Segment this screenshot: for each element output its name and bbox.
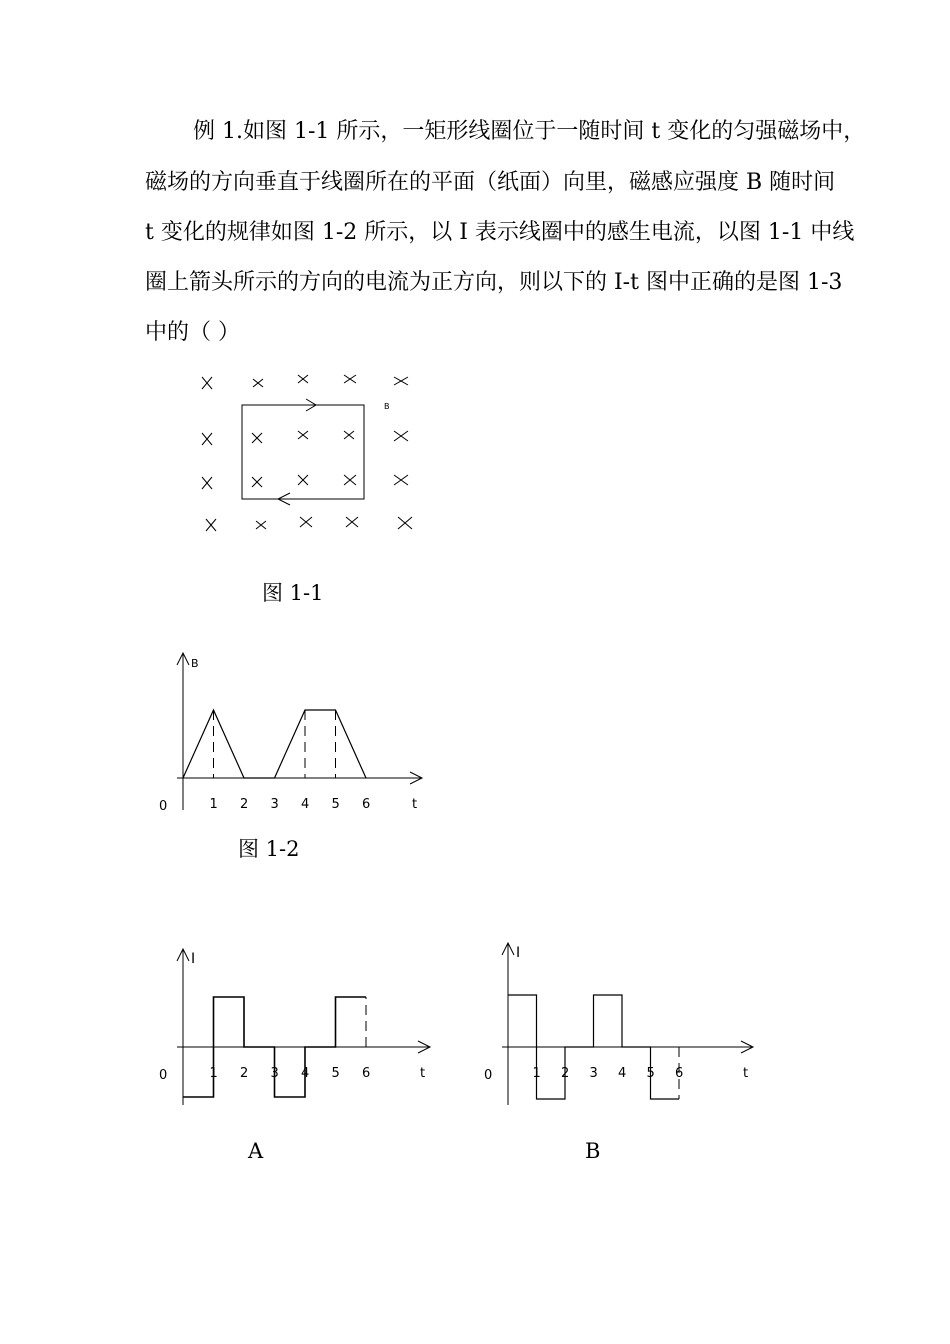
question-line-5: 中的（ ）	[145, 320, 240, 345]
question-line-1: 例 1.如图 1-1 所示，一矩形线圈位于一随时间 t 变化的匀强磁场中，	[193, 119, 866, 144]
tick-label: 6	[362, 1066, 371, 1081]
field-label: B	[384, 402, 390, 411]
figure-1-3-option-b-graph	[475, 935, 775, 1115]
question-line-3: t 变化的规律如图 1-2 所示，以 I 表示线圈中的感生电流，以图 1-1 中线	[145, 220, 855, 245]
field-crosses	[202, 375, 412, 531]
x-axis-label: t	[420, 1066, 426, 1081]
origin-label: 0	[159, 1068, 168, 1083]
tick-label: 2	[240, 797, 249, 812]
tick-label: 3	[270, 1066, 279, 1081]
tick-label: 2	[240, 1066, 249, 1081]
tick-label: 4	[301, 797, 310, 812]
tick-label: 2	[561, 1066, 570, 1081]
y-axis-label: I	[191, 951, 196, 967]
question-line-2: 磁场的方向垂直于线圈所在的平面（纸面）向里，磁感应强度 B 随时间	[145, 170, 836, 195]
figure-1-1-caption: 图 1-1	[262, 581, 324, 605]
option-b-label: B	[585, 1139, 601, 1163]
tick-label: 1	[532, 1066, 541, 1081]
tick-label: 3	[589, 1066, 598, 1081]
origin-label: 0	[484, 1068, 493, 1083]
origin-label: 0	[159, 799, 168, 814]
tick-label: 5	[331, 797, 340, 812]
question-line-4: 圈上箭头所示的方向的电流为正方向，则以下的 I-t 图中正确的是图 1-3	[145, 270, 843, 295]
y-axis-label: B	[191, 657, 199, 670]
figure-1-2-caption: 图 1-2	[238, 837, 300, 861]
y-axis-label: I	[516, 945, 521, 961]
figure-1-2-bt-graph	[150, 645, 440, 820]
data-line	[183, 710, 366, 778]
tick-label: 4	[301, 1066, 310, 1081]
tick-label: 6	[362, 797, 371, 812]
figure-1-1-coil-diagram	[190, 365, 430, 540]
tick-label: 1	[209, 1066, 218, 1081]
tick-label: 4	[618, 1066, 627, 1081]
tick-label: 1	[209, 797, 218, 812]
x-axis-label: t	[743, 1066, 749, 1081]
x-axis-label: t	[412, 797, 418, 812]
tick-label: 5	[646, 1066, 655, 1081]
tick-label: 5	[331, 1066, 340, 1081]
tick-label: 3	[270, 797, 279, 812]
tick-label: 6	[675, 1066, 684, 1081]
figure-1-3-option-a-graph	[150, 935, 450, 1115]
option-a-label: A	[248, 1139, 264, 1163]
